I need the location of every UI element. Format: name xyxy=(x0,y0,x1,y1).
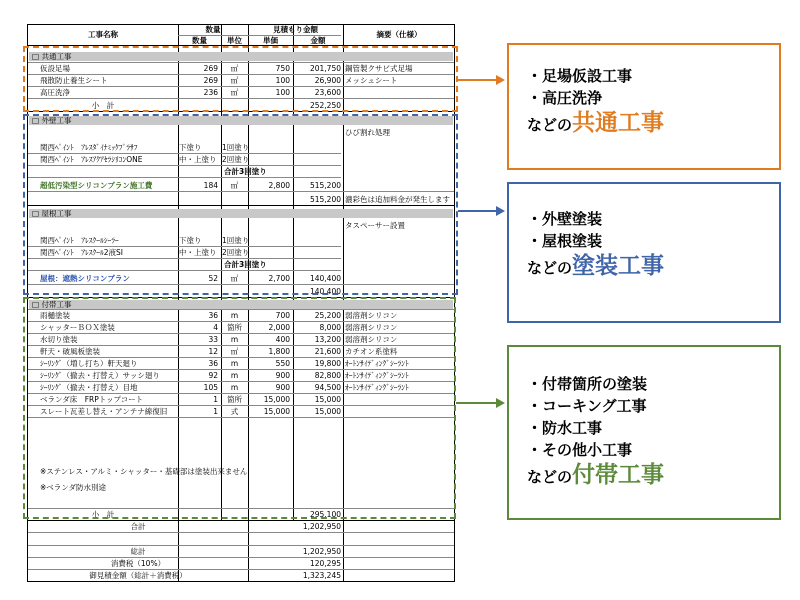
paint-times: 2回塗り xyxy=(222,248,250,257)
extra-row-note: 弱溶剤シリコン xyxy=(345,335,398,344)
row-qty: 236 xyxy=(203,88,218,97)
paint-coat: 下塗り xyxy=(179,236,202,245)
extra-row-unit: m xyxy=(230,371,239,380)
highlight-extra xyxy=(23,297,456,519)
extra-row-name: 軒天・破風板塗装 xyxy=(40,347,100,356)
row-qty: 269 xyxy=(203,76,218,85)
extra-row-unit: m xyxy=(230,335,239,344)
extra-row-amount: 13,200 xyxy=(314,335,341,344)
extra-row-price: 900 xyxy=(275,383,290,392)
arrow-common-icon xyxy=(496,75,505,85)
header-estimate: 見積もり金額 xyxy=(273,25,318,34)
paint-name: 関西ﾍﾟｲﾝﾄ ｱﾚｽﾀﾞｲﾅﾐｯｸﾌﾟﾗｻﾌ xyxy=(40,143,138,152)
callout-common xyxy=(507,43,781,170)
extra-row-amount: 94,500 xyxy=(314,383,341,392)
header-qty: 数量 xyxy=(192,36,207,45)
extra-row-price: 1,800 xyxy=(268,347,290,356)
tax-value: 120,295 xyxy=(309,559,341,568)
row-qty: 52 xyxy=(208,274,218,283)
extra-row-price: 550 xyxy=(275,359,290,368)
extra-subtotal-label: 小 計 xyxy=(91,510,115,519)
extra-row-qty: 33 xyxy=(208,335,218,344)
extra-row-amount: 19,800 xyxy=(314,359,341,368)
arrow-paint-icon xyxy=(496,206,505,216)
row-unit: ㎡ xyxy=(230,76,239,85)
total-coats: 合計3回塗り xyxy=(224,260,267,269)
callout-summary: などの塗装工事 xyxy=(527,253,665,279)
paint-times: 2回塗り xyxy=(222,155,250,164)
row-amount: 201,750 xyxy=(309,64,341,73)
roof-plan-name: 屋根：遮熱シリコンプラン xyxy=(40,274,130,283)
extra-row-price: 900 xyxy=(275,371,290,380)
row-price: 2,700 xyxy=(268,274,290,283)
row-price: 100 xyxy=(275,88,290,97)
paint-times: 1回塗り xyxy=(222,143,250,152)
extra-row-amount: 21,600 xyxy=(314,347,341,356)
wall-sum-note: 濃彩色は追加料金が発生します xyxy=(345,195,450,204)
extra-row-note: 弱溶剤シリコン xyxy=(345,311,398,320)
extra-row-name: ｼｰﾘﾝｸﾞ（増し打ち）軒天廻り xyxy=(40,359,138,368)
paint-name: 関西ﾍﾟｲﾝﾄ ｱﾚｽｸｰﾙｼｰﾗｰ xyxy=(40,236,119,245)
extra-row-note: ｵｰﾄﾝｻｲﾃﾞｨﾝｸﾞｼｰﾗﾝﾄ xyxy=(345,371,409,380)
row-qty: 184 xyxy=(203,181,218,190)
connector-common xyxy=(458,79,498,81)
final-value: 1,323,245 xyxy=(302,571,341,580)
extra-row-amount: 82,800 xyxy=(314,371,341,380)
extra-row-unit: m xyxy=(230,311,239,320)
row-amount: 26,900 xyxy=(314,76,341,85)
connector-extra xyxy=(456,402,498,404)
callout-emphasis: 塗装工事 xyxy=(572,253,665,279)
header-notes: 摘要（仕様） xyxy=(376,30,422,39)
row-price: 100 xyxy=(275,76,290,85)
row-amount: 23,600 xyxy=(314,88,341,97)
row-amount: 140,400 xyxy=(309,274,341,283)
row-qty: 269 xyxy=(203,64,218,73)
callout-summary: などの共通工事 xyxy=(527,110,665,136)
spacer-note: タスペーサー設置 xyxy=(345,221,405,230)
connector-paint xyxy=(458,210,498,212)
extra-row-price: 2,000 xyxy=(268,323,290,332)
header-qty-group: 数量 xyxy=(205,25,221,34)
extra-row-name: ｼｰﾘﾝｸﾞ（撤去・打替え）目地 xyxy=(40,383,138,392)
row-unit: ㎡ xyxy=(230,88,239,97)
extra-row-unit: m xyxy=(230,359,239,368)
subtotal-amount: 252,250 xyxy=(309,101,341,110)
row-price: 750 xyxy=(275,64,290,73)
row-name: 高圧洗浄 xyxy=(40,88,70,97)
section-title-common: □ 共通工事 xyxy=(32,52,72,61)
extra-row-name: ベランダ床 FRPトップコート xyxy=(40,395,144,404)
paint-times: 1回塗り xyxy=(222,236,250,245)
row-note: 鋼管製クサビ式足場 xyxy=(345,64,413,73)
extra-row-price: 15,000 xyxy=(263,407,290,416)
extra-row-unit: m xyxy=(230,383,239,392)
section-title-roof: □ 屋根工事 xyxy=(32,209,72,218)
callout-line: ・その他小工事 xyxy=(527,441,633,459)
callout-line: ・足場仮設工事 xyxy=(527,67,633,85)
paint-coat: 下塗り xyxy=(179,143,202,152)
section-title-extra: □ 付帯工事 xyxy=(32,300,72,309)
header-amount: 金額 xyxy=(310,36,326,45)
wall-plan-name: 超低汚染型シリコンプラン施工費 xyxy=(40,181,153,190)
extra-row-price: 700 xyxy=(275,311,290,320)
row-name: 仮設足場 xyxy=(40,64,70,73)
callout-line: ・屋根塗装 xyxy=(527,232,603,250)
row-unit: ㎡ xyxy=(230,274,239,283)
extra-row-qty: 92 xyxy=(208,371,218,380)
callout-line: ・防水工事 xyxy=(527,419,603,437)
grand-value: 1,202,950 xyxy=(302,547,341,556)
paint-name: 関西ﾍﾟｲﾝﾄ ｱﾚｽｱｸｱｾﾗｼﾘｺﾝONE xyxy=(40,155,143,164)
extra-row-amount: 25,200 xyxy=(314,311,341,320)
callout-line: ・外壁塗装 xyxy=(527,210,603,228)
extra-subtotal: 295,100 xyxy=(309,510,341,519)
extra-row-note: ｵｰﾄﾝｻｲﾃﾞｨﾝｸﾞｼｰﾗﾝﾄ xyxy=(345,383,409,392)
crack-note: ひび割れ処理 xyxy=(345,128,390,137)
highlight-common xyxy=(23,46,458,112)
extra-row-qty: 105 xyxy=(203,383,218,392)
header-unit: 単位 xyxy=(227,36,242,45)
extra-row-note: ｵｰﾄﾝｻｲﾃﾞｨﾝｸﾞｼｰﾗﾝﾄ xyxy=(345,359,409,368)
arrow-extra-icon xyxy=(496,398,505,408)
extra-row-unit: 箇所 xyxy=(227,323,242,332)
extra-row-unit: ㎡ xyxy=(230,347,239,356)
tax-label: 消費税（10%） xyxy=(110,559,166,568)
extra-row-price: 15,000 xyxy=(263,395,290,404)
callout-extra xyxy=(507,345,781,520)
roof-sum: 140,400 xyxy=(309,287,341,296)
grand-label: 総計 xyxy=(130,547,146,556)
extra-row-price: 400 xyxy=(275,335,290,344)
extra-row-qty: 36 xyxy=(208,311,218,320)
sum-value: 1,202,950 xyxy=(302,522,341,531)
callout-line: ・付帯箇所の塗装 xyxy=(527,375,648,393)
row-amount: 515,200 xyxy=(309,181,341,190)
row-note: メッシュシート xyxy=(345,76,398,85)
callout-line: ・コーキング工事 xyxy=(527,397,647,415)
paint-coat: 中・上塗り xyxy=(179,155,217,164)
extra-row-unit: 箇所 xyxy=(227,395,242,404)
extra-row-amount: 15,000 xyxy=(314,407,341,416)
row-unit: ㎡ xyxy=(230,181,239,190)
paint-name: 関西ﾍﾟｲﾝﾄ ｱﾚｽｸｰﾙ2液SI xyxy=(40,248,123,257)
extra-row-note: カチオン系塗料 xyxy=(345,347,398,356)
subtotal-label: 小 計 xyxy=(91,101,115,110)
callout-emphasis: 共通工事 xyxy=(572,110,665,136)
extra-row-name: ｼｰﾘﾝｸﾞ（撤去・打替え）サッシ廻り xyxy=(40,371,160,380)
extra-row-qty: 36 xyxy=(208,359,218,368)
extra-row-qty: 1 xyxy=(213,407,218,416)
header-unit-price: 単価 xyxy=(263,36,278,45)
sum-label: 合計 xyxy=(130,522,146,531)
extra-note-2: ※ベランダ防水別途 xyxy=(40,483,106,492)
extra-row-amount: 8,000 xyxy=(319,323,341,332)
extra-row-name: シャッターＢＯＸ塗装 xyxy=(40,323,115,332)
callout-line: ・高圧洗浄 xyxy=(527,89,603,107)
paint-coat: 中・上塗り xyxy=(179,248,217,257)
extra-row-qty: 1 xyxy=(213,395,218,404)
row-unit: ㎡ xyxy=(230,64,239,73)
row-name: 飛散防止養生シート xyxy=(40,76,108,85)
extra-row-name: 水切り塗装 xyxy=(40,335,78,344)
wall-sum: 515,200 xyxy=(309,195,341,204)
row-price: 2,800 xyxy=(268,181,290,190)
extra-row-qty: 12 xyxy=(208,347,218,356)
extra-row-unit: 式 xyxy=(230,407,239,416)
extra-row-name: 雨樋塗装 xyxy=(40,311,70,320)
highlight-paint xyxy=(23,114,458,295)
callout-paint xyxy=(507,182,781,323)
callout-summary: などの付帯工事 xyxy=(527,462,665,488)
extra-row-amount: 15,000 xyxy=(314,395,341,404)
section-title-wall: □ 外壁工事 xyxy=(32,116,72,125)
extra-note-1: ※ステンレス・アルミ・シャッター・基礎部は塗装出来ません xyxy=(40,467,248,476)
extra-row-name: スレート瓦差し替え・アンテナ線復旧 xyxy=(40,407,168,416)
total-coats: 合計3回塗り xyxy=(224,167,267,176)
final-label: 御見積金額（総計＋消費税） xyxy=(89,571,187,580)
header-name: 工事名称 xyxy=(88,30,118,39)
callout-emphasis: 付帯工事 xyxy=(572,462,665,488)
extra-row-qty: 4 xyxy=(213,323,218,332)
extra-row-note: 弱溶剤シリコン xyxy=(345,323,398,332)
